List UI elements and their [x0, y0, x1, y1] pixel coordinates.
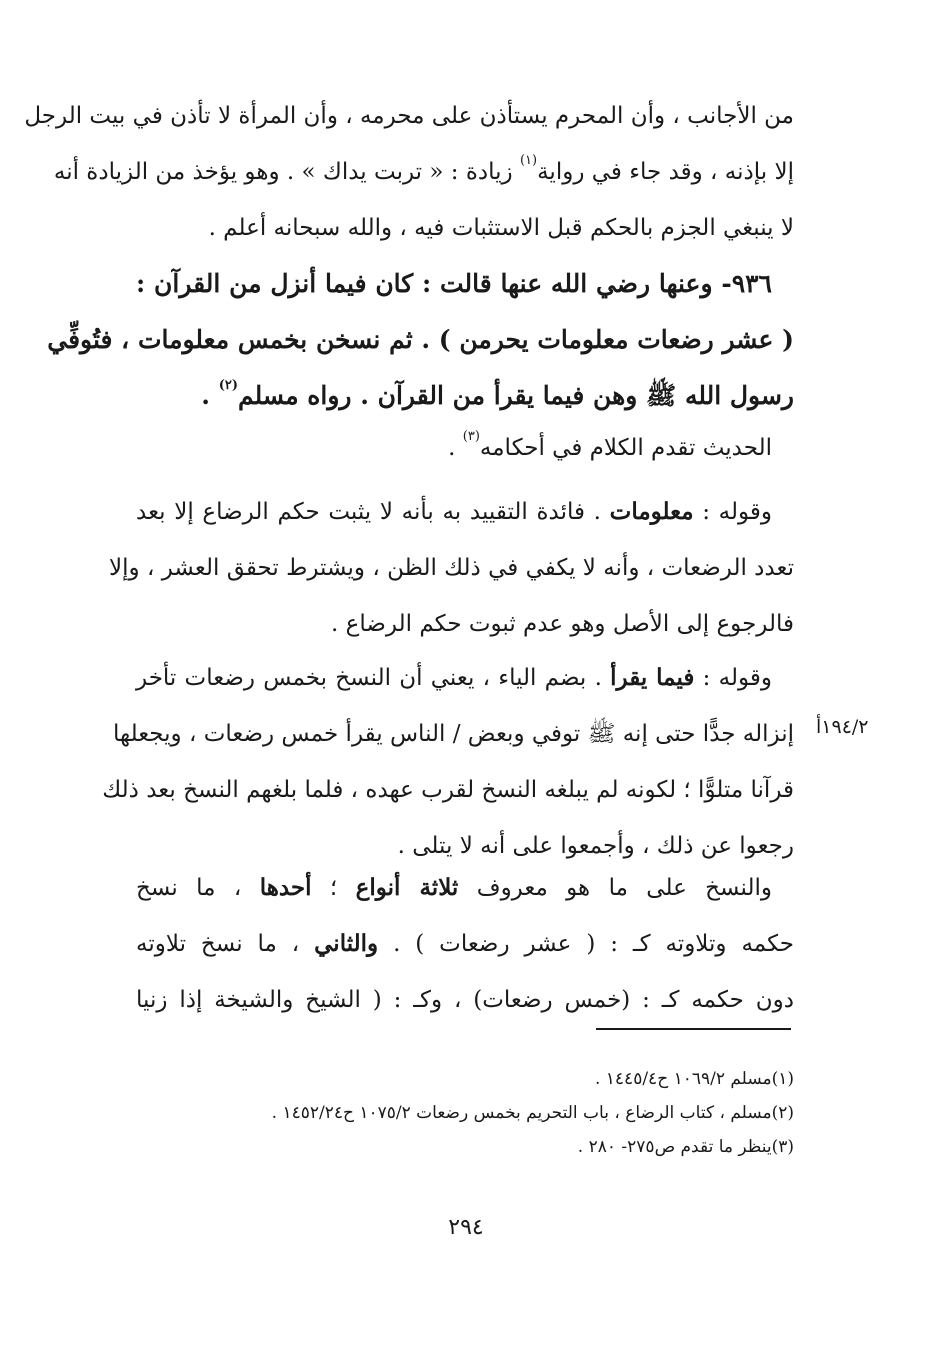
text-line: إنزاله جدًّا حتى إنه ﷺ توفي وبعض / الناس يقرأ خمس رضعات ، ويجعلها: [112, 721, 794, 747]
paragraph-1: [24, 88, 794, 256]
text-segment: زيادة : « تربت يداك » . وهو يؤخذ من الزيادة أنه: [53, 159, 520, 185]
hadith-line: [136, 368, 794, 424]
text-line: فالرجوع إلى الأصل وهو عدم ثبوت حكم الرضاع .: [331, 611, 794, 637]
text-segment: رسول الله ﷺ وهن فيما يقرأ من القرآن . رواه مسلم: [237, 381, 794, 410]
text-line: من الأجانب ، وأن المحرم يستأذن على محرمه ، وأن المرأة لا تأذن في بيت الرجل: [24, 103, 794, 129]
footnote-separator: [596, 1028, 791, 1030]
text-line: [136, 484, 794, 540]
text-segment: وقوله :: [693, 499, 772, 525]
text-segment: إلا بإذنه ، وقد جاء في رواية: [537, 159, 794, 185]
text-segment: الحديث تقدم الكلام في أحكامه: [479, 435, 772, 461]
page-number: ٢٩٤: [448, 1215, 484, 1240]
footnote-ref: (٣): [462, 429, 480, 445]
text-segment: .: [201, 381, 219, 410]
note-line-block: [136, 420, 794, 476]
text-segment: . فائدة التقييد به بأنه لا يثبت حكم الرضاع إلا بعد: [136, 499, 610, 525]
footnote-2: (٢)مسلم ، كتاب الرضاع ، باب التحريم بخمس رضعات ١٠٧٥/٢ ح١٤٥٢/٢٤ .: [271, 1103, 794, 1123]
bold-term: فيما يقرأ: [610, 664, 695, 691]
text-segment: .: [448, 435, 463, 461]
paragraph-4: [136, 860, 794, 1028]
hadith-line: ٩٣٦- وعنها رضي الله عنها قالت : كان فيما أنزل من القرآن :: [136, 269, 772, 298]
hadith-line: ( عشر رضعات معلومات يحرمن ) . ثم نسخن بخمس معلومات ، فتُوفِّي: [47, 325, 794, 354]
footnote-ref: (٢): [218, 377, 238, 393]
text-line: [53, 144, 794, 200]
text-segment: حكمه وتلاوته كـ : ( عشر رضعات ) .: [378, 931, 794, 957]
footnote-3: (٣)ينظر ما تقدم ص٢٧٥- ٢٨٠ .: [577, 1137, 794, 1157]
text-line: قرآنا متلوًّا ؛ لكونه لم يبلغه النسخ لقرب عهده ، فلما بلغهم النسخ بعد ذلك: [102, 777, 794, 803]
text-line: [136, 916, 794, 972]
paragraph-3: [102, 650, 794, 874]
text-segment: ، ما نسخ: [136, 875, 260, 901]
bold-term: ثلاثة أنواع: [355, 874, 459, 901]
text-line: [136, 860, 794, 916]
text-segment: . بضم الياء ، يعني أن النسخ بخمس رضعات تأخر: [136, 665, 611, 691]
hadith-block: [47, 256, 794, 424]
text-line: دون حكمه كـ : (خمس رضعات) ، وكـ : ( الشيخ والشيخة إذا زنيا: [136, 987, 794, 1013]
text-line: رجعوا عن ذلك ، وأجمعوا على أنه لا يتلى .: [397, 833, 794, 859]
manuscript-folio-note: ١٩٤/٢أ: [816, 716, 869, 738]
text-segment: وقوله :: [694, 665, 772, 691]
text-line: [136, 420, 794, 476]
paragraph-2: [109, 484, 794, 652]
footnote-ref: (١): [519, 153, 538, 169]
text-segment: والنسخ على ما هو معروف: [458, 875, 772, 901]
bold-term: معلومات: [609, 498, 694, 525]
bold-term: والثاني: [314, 930, 379, 957]
footnote-1: (١)مسلم ١٠٦٩/٢ ح١٤٤٥/٤ .: [594, 1069, 794, 1089]
text-line: [136, 650, 794, 706]
text-line: لا ينبغي الجزم بالحكم قبل الاستثبات فيه ، والله سبحانه أعلم .: [208, 215, 794, 241]
bold-term: أحدها: [259, 874, 312, 901]
text-segment: ؛: [311, 875, 356, 901]
text-segment: ، ما نسخ تلاوته: [136, 931, 315, 957]
text-line: تعدد الرضعات ، وأنه لا يكفي في ذلك الظن ، ويشترط تحقق العشر ، وإلا: [109, 555, 794, 581]
